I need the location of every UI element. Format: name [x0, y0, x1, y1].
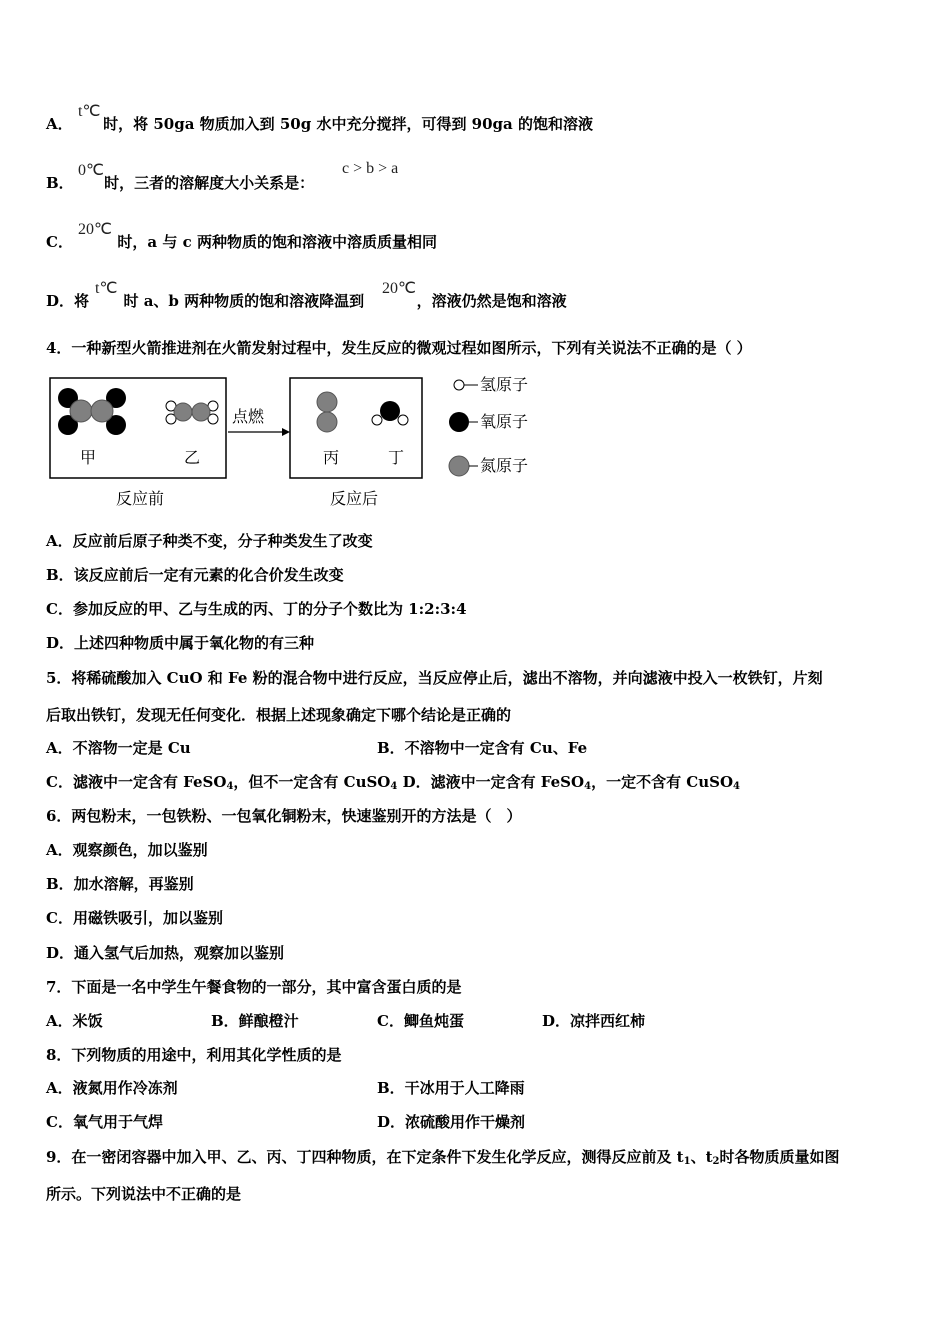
q7-stem: 7．下面是一名中学生午餐食物的一部分，其中富含蛋白质的是 — [46, 978, 462, 996]
hydrogen-atom — [398, 415, 408, 425]
option-c-text-cont: ，但不一定含有 CuSO — [233, 773, 391, 791]
q3-option-d — [46, 291, 567, 311]
option-d-text: D．滤液中一定含有 FeSO — [402, 773, 585, 791]
arrow-label: 点燃 — [232, 407, 265, 426]
q8-option-a: A．液氮用作冷冻剂 — [46, 1079, 178, 1097]
q6-stem: 6．两包粉末，一包铁粉、一包氧化铜粉末，快速鉴别开的方法是（ ） — [46, 807, 522, 825]
label-ding: 丁 — [388, 448, 405, 467]
legend-hydrogen: 氢原子 — [480, 375, 529, 394]
option-letter: D．将 — [46, 292, 90, 310]
label-yi: 乙 — [184, 448, 201, 467]
oxygen-atom — [380, 401, 400, 421]
subscript: 4 — [584, 781, 592, 792]
label-bing: 丙 — [323, 448, 340, 467]
q4-option-d: D．上述四种物质中属于氧化物的有三种 — [46, 634, 315, 652]
reaction-diagram — [46, 370, 566, 520]
legend-oxygen: 氧原子 — [480, 412, 529, 431]
q5-stem-line2: 后取出铁钉，发现无任何变化．根据上述现象确定下哪个结论是正确的 — [46, 706, 512, 724]
q3-option-a — [46, 114, 593, 134]
q6-option-c: C．用磁铁吸引，加以鉴别 — [46, 909, 223, 927]
q5-option-a: A．不溶物一定是 Cu — [46, 739, 191, 757]
subscript: 4 — [390, 781, 398, 792]
q4-option-c: C．参加反应的甲、乙与生成的丙、丁的分子个数比为 1:2:3:4 — [46, 600, 467, 618]
legend-oxygen-icon — [449, 412, 469, 432]
q5-option-c-d — [46, 772, 740, 797]
q8-option-c: C．氧气用于气焊 — [46, 1113, 163, 1131]
q9-stem-line2: 所示。下列说法中不正确的是 — [46, 1185, 242, 1203]
nitrogen-atom — [174, 403, 192, 421]
temperature-label: t℃ — [78, 103, 101, 120]
subscript: 2 — [712, 1156, 720, 1167]
q7-option-c: C．鲫鱼炖蛋 — [377, 1012, 464, 1030]
stem-text: 9．在一密闭容器中加入甲、乙、丙、丁四种物质，在下定条件下发生化学反应，测得反应前及 t — [46, 1148, 684, 1166]
q7-option-b: B．鲜酿橙汁 — [211, 1012, 299, 1030]
stem-text: 时各物质质量如图 — [719, 1148, 840, 1166]
nitrogen-atom — [317, 392, 337, 412]
q5-stem-line1: 5．将稀硫酸加入 CuO 和 Fe 粉的混合物中进行反应，当反应停止后，滤出不溶物，并向滤液中投入一枚铁钉，片刻 — [46, 669, 823, 687]
subscript: 4 — [733, 781, 740, 792]
nitrogen-atom — [91, 400, 113, 422]
option-text: 时 a、b 两种物质的饱和溶液降温到 — [123, 292, 365, 310]
q9-stem-line1 — [46, 1147, 839, 1172]
hydrogen-atom — [372, 415, 382, 425]
q8-option-d: D．浓硫酸用作干燥剂 — [377, 1113, 526, 1131]
option-text: 时，三者的溶解度大小关系是： — [104, 174, 315, 192]
legend-nitrogen-icon — [449, 456, 469, 476]
temperature-label: 20℃ — [78, 221, 112, 238]
q6-option-a: A．观察颜色，加以鉴别 — [46, 841, 208, 859]
q6-option-b: B．加水溶解，再鉴别 — [46, 875, 194, 893]
q7-option-d: D．凉拌西红柿 — [542, 1012, 646, 1030]
label-jia: 甲 — [80, 448, 97, 467]
subscript: 4 — [226, 781, 234, 792]
nitrogen-atom — [317, 412, 337, 432]
option-text-tail: ，溶液仍然是饱和溶液 — [416, 292, 567, 310]
q6-option-d: D．通入氢气后加热，观察加以鉴别 — [46, 944, 285, 962]
nitrogen-atom — [70, 400, 92, 422]
label-before: 反应前 — [116, 489, 165, 508]
solubility-relation: c > b > a — [342, 160, 399, 177]
q5-option-b: B．不溶物中一定含有 Cu、Fe — [377, 739, 588, 757]
q8-stem: 8．下列物质的用途中，利用其化学性质的是 — [46, 1046, 342, 1064]
q4-option-b: B．该反应前后一定有元素的化合价发生改变 — [46, 566, 344, 584]
q4-option-a: A．反应前后原子种类不变，分子种类发生了改变 — [46, 532, 373, 550]
temperature-label: 20℃ — [382, 280, 416, 297]
q8-option-b: B．干冰用于人工降雨 — [377, 1079, 525, 1097]
temperature-label: t℃ — [95, 280, 118, 297]
option-c-text: C．滤液中一定含有 FeSO — [46, 773, 227, 791]
reaction-figure — [46, 370, 566, 520]
option-letter: B． — [46, 174, 74, 192]
option-letter: C． — [46, 233, 73, 251]
option-d-text-cont: ，一定不含有 CuSO — [591, 773, 734, 791]
q7-option-a: A．米饭 — [46, 1012, 103, 1030]
legend-hydrogen-icon — [454, 380, 464, 390]
reaction-arrow-head — [282, 428, 290, 436]
subscript: 1 — [683, 1156, 691, 1167]
option-letter: A． — [46, 115, 73, 133]
legend-nitrogen: 氮原子 — [480, 456, 529, 475]
label-after: 反应后 — [330, 489, 379, 508]
q4-stem: 4．一种新型火箭推进剂在火箭发射过程中，发生反应的微观过程如图所示，下列有关说法不正确的是（ ） — [46, 339, 752, 357]
option-text: 时，a 与 c 两种物质的饱和溶液中溶质质量相同 — [117, 233, 437, 251]
option-text: 时，将 50ga 物质加入到 50g 水中充分搅拌，可得到 90ga 的饱和溶液 — [103, 115, 593, 133]
temperature-label: 0℃ — [78, 162, 104, 179]
nitrogen-atom — [192, 403, 210, 421]
stem-text: 、t — [690, 1148, 713, 1166]
